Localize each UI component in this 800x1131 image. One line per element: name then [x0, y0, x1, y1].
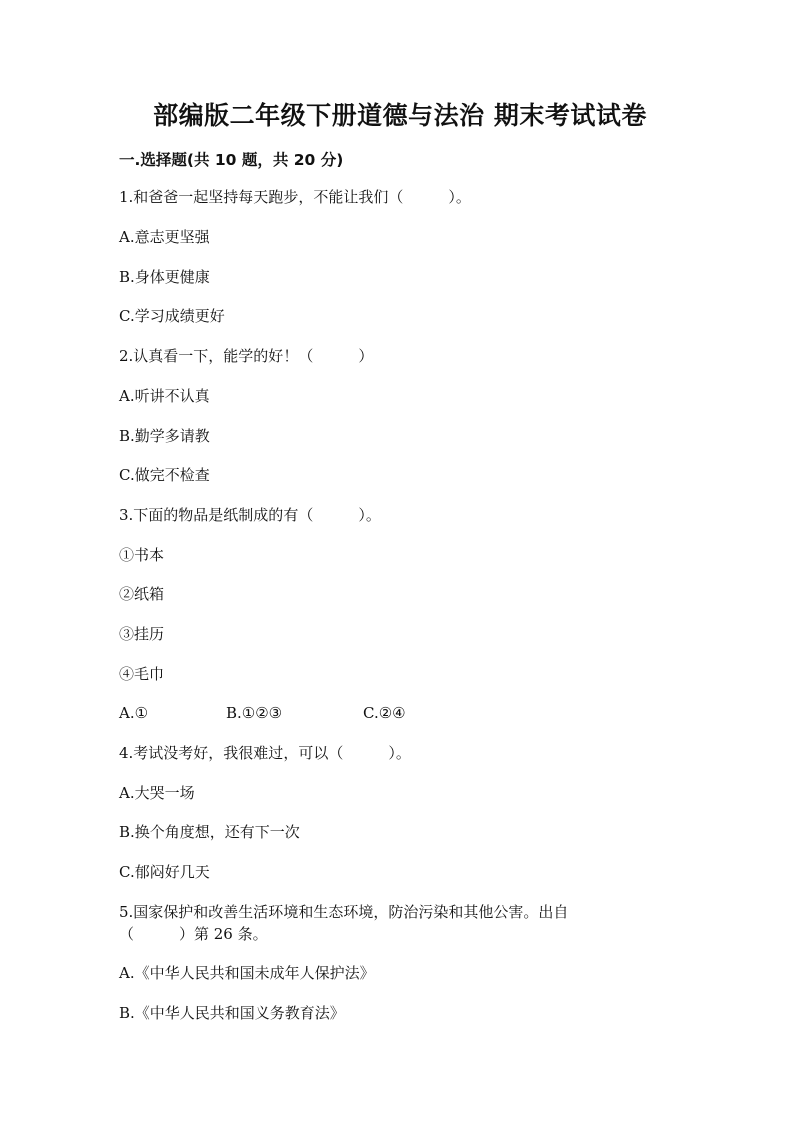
question-1-option-b: B.身体更健康 — [119, 268, 210, 286]
page-title: 部编版二年级下册道德与法治 期末考试试卷 — [153, 101, 647, 130]
question-2-option-c: C.做完不检查 — [119, 466, 210, 484]
question-1-option-c: C.学习成绩更好 — [119, 307, 225, 325]
question-3-option-c: C.②④ — [363, 704, 406, 722]
question-3-item: ④毛巾 — [119, 665, 165, 683]
question-4-stem: 4.考试没考好，我很难过，可以（ ）。 — [119, 744, 411, 762]
question-3-option-b: B.①②③ — [226, 704, 283, 722]
question-2-option-b: B.勤学多请教 — [119, 427, 210, 445]
question-5-stem-line-1: 5.国家保护和改善生活环境和生态环境，防治污染和其他公害。出自 — [119, 903, 569, 921]
question-5-option-b: B.《中华人民共和国义务教育法》 — [119, 1004, 345, 1022]
question-4-option-a: A.大哭一场 — [119, 784, 195, 802]
section-heading: 一.选择题(共 10 题，共 20 分) — [119, 151, 344, 169]
question-4-option-b: B.换个角度想，还有下一次 — [119, 823, 300, 841]
question-2-option-a: A.听讲不认真 — [119, 387, 210, 405]
question-4-option-c: C.郁闷好几天 — [119, 863, 210, 881]
question-5-option-a: A.《中华人民共和国未成年人保护法》 — [119, 964, 375, 982]
question-5-stem-line-2: （ ）第 26 条。 — [119, 925, 268, 943]
question-3-item: ③挂历 — [119, 625, 165, 643]
question-3-option-a: A.① — [119, 704, 149, 722]
question-3-item: ②纸箱 — [119, 585, 165, 603]
question-3-item: ①书本 — [119, 546, 165, 564]
question-3-stem: 3.下面的物品是纸制成的有（ ）。 — [119, 506, 381, 524]
question-1-stem: 1.和爸爸一起坚持每天跑步，不能让我们（ ）。 — [119, 188, 471, 206]
question-2-stem: 2.认真看一下，能学的好！（ ） — [119, 347, 374, 365]
question-1-option-a: A.意志更坚强 — [119, 228, 210, 246]
